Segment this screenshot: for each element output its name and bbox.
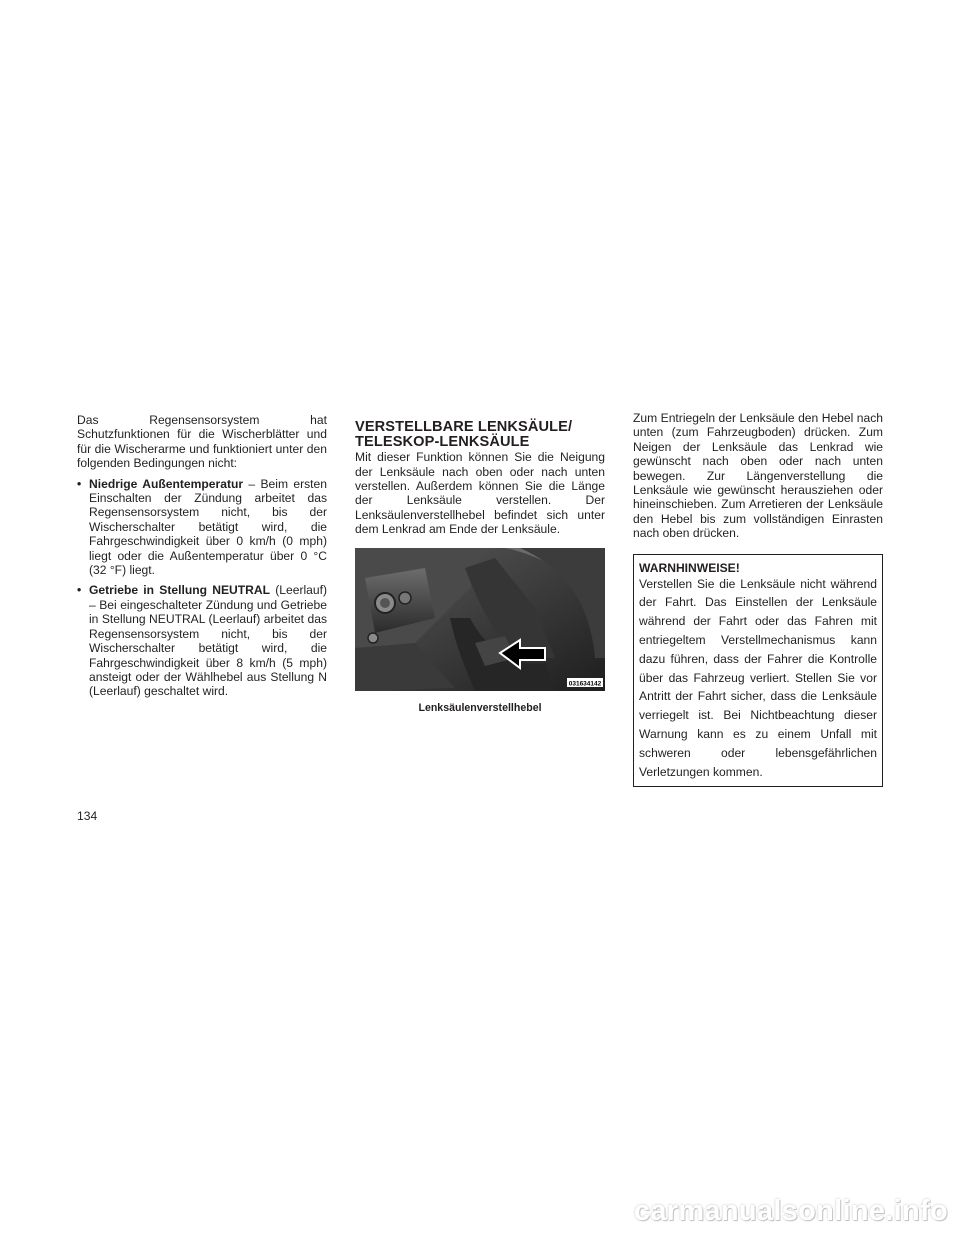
middle-column	[355, 410, 605, 714]
steering-lever-illustration	[355, 548, 605, 691]
heading-line-1: VERSTELLBARE LENKSÄULE/	[355, 419, 573, 435]
warning-title: WARNHINWEISE!	[639, 560, 740, 575]
bullet-title: Getriebe in Stellung NEUTRAL	[89, 583, 270, 598]
steering-lever-photo	[355, 548, 605, 691]
bullet-title: Niedrige Außentemperatur	[89, 476, 244, 491]
watermark: carmanualsonline.info	[633, 1195, 948, 1227]
figure-caption: Lenksäulenverstellhebel	[418, 701, 542, 714]
right-column	[633, 411, 883, 787]
bullet-text: (Leerlauf) – Bei eingeschalteter Zündung und Getriebe in Stellung NEUTRAL (Leerlauf) arbeitet das Regensensorsystem nicht, bis der Wischerschalter betätigt wird, die Fahrgeschwindigkeit über 8 km/h (5 mph) ansteigt oder der Wählhebel aus Stellung N (Leerlauf) geschaltet wird.	[89, 583, 327, 699]
bullet-low-temperature	[77, 477, 327, 578]
left-column	[77, 413, 327, 699]
warning-box	[633, 554, 883, 788]
page-number: 134	[77, 809, 98, 823]
unlock-instructions: Zum Entriegeln der Lenksäule den Hebel nach unten (zum Fahrzeugboden) drücken. Zum Neigen der Lenksäule das Lenkrad wie gewünscht nach oben oder nach unten bewegen. Zur Längenverstellung die Lenksäule wie gewünscht herausziehen oder hineinschieben. Zum Arretieren der Lenksäule den Hebel bis zum vollständigen Einrasten nach oben drücken.	[633, 411, 883, 541]
figure-code: 031634142	[568, 680, 602, 688]
heading-line-2: TELESKOP-LENKSÄULE	[355, 433, 530, 450]
bullet-dot-icon: •	[77, 476, 82, 491]
rain-sensor-intro: Das Regensensorsystem hat Schutzfunktionen für die Wischerblätter und für die Wischerarme und funktioniert unter den folgenden Bedingungen nicht:	[77, 413, 327, 471]
warning-text: Verstellen Sie die Lenksäule nicht während der Fahrt. Das Einstellen der Lenksäule während der Fahrt oder das Fahren mit entriegeltem Verstellmechanismus kann dazu führen, dass der Fahrer die Kontrolle über das Fahrzeug verliert. Stellen Sie vor Antritt der Fahrt sicher, dass die Lenksäule verriegelt ist. Bei Nichtbeachtung dieser Warnung kann es zu einem Unfall mit schweren oder lebensgefährlichen Verletzungen kommen.	[639, 576, 877, 779]
bullet-neutral-gear	[77, 583, 327, 698]
section-heading	[355, 420, 605, 449]
bullet-text: – Beim ersten Einschalten der Zündung arbeitet das Regensensorsystem nicht, bis der Wischerschalter betätigt wird, die Fahrgeschwindigkeit über 0 km/h (0 mph) liegt oder die Außentemperatur über 0 °C (32 °F) liegt.	[89, 476, 327, 578]
steering-column-intro: Mit dieser Funktion können Sie die Neigung der Lenksäule nach oben oder nach unten verstellen. Außerdem können Sie die Länge der Lenksäule verstellen. Der Lenksäulenverstellhebel befindet sich unter dem Lenkrad am Ende der Lenksäule.	[355, 450, 605, 537]
bullet-dot-icon: •	[77, 583, 82, 598]
